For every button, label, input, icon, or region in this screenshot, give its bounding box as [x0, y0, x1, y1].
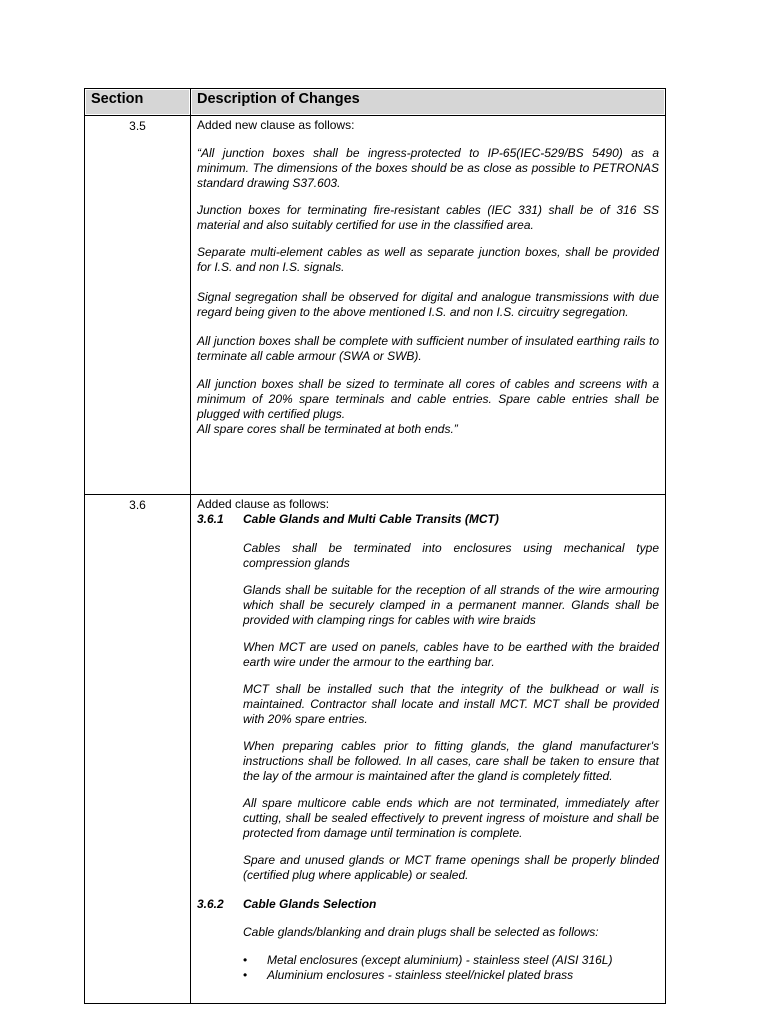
subsection-number: 3.6.1: [197, 512, 224, 526]
section-number: 3.6: [85, 495, 191, 1004]
header-section: Section: [85, 89, 191, 116]
subsection-title: Cable Glands and Multi Cable Transits (MCT): [243, 512, 499, 526]
bullet-list: [243, 953, 659, 983]
paragraph: Signal segregation shall be observed for digital and analogue transmissions with due regard being given to the above mentioned I.S. and non I.S. circuitry segregation.: [197, 290, 659, 319]
section-number: 3.5: [85, 116, 191, 495]
table-header-row: [85, 89, 666, 116]
paragraph: “All junction boxes shall be ingress-protected to IP-65(IEC-529/BS 5490) as a minimum. The dimensions of the boxes should be as close as possible to PETRONAS standard drawing S37.603.: [197, 146, 659, 190]
paragraph: Spare and unused glands or MCT frame openings shall be properly blinded (certified plug where applicable) or sealed.: [243, 853, 659, 882]
clause-intro: Added clause as follows:: [197, 497, 330, 511]
subsection-title: Cable Glands Selection: [243, 897, 377, 911]
paragraph: All spare multicore cable ends which are not terminated, immediately after cutting, shall be sealed effectively to prevent ingress of moisture and shall be protected from damage until termination is complete.: [243, 796, 659, 840]
paragraph: Separate multi-element cables as well as separate junction boxes, shall be provided for I.S. and non I.S. signals.: [197, 245, 659, 274]
table-row: [85, 116, 666, 495]
paragraph: All junction boxes shall be sized to terminate all cores of cables and screens with a minimum of 20% spare terminals and cable entries. Spare cable entries shall be plugged with certified plugs.: [197, 377, 659, 421]
paragraph: All junction boxes shall be complete with sufficient number of insulated earthing rails to terminate all cable armour (SWA or SWB).: [197, 334, 659, 363]
subsection-heading: [197, 897, 659, 912]
bullet-item: • Aluminium enclosures - stainless steel/nickel plated brass: [243, 968, 659, 983]
paragraph: Junction boxes for terminating fire-resistant cables (IEC 331) shall be of 316 SS material and also suitably certified for use in the classified area.: [197, 203, 659, 232]
paragraph: Glands shall be suitable for the reception of all strands of the wire armouring which shall be securely clamped in a permanent manner. Glands shall be provided with clamping rings for cables with wire braids: [243, 583, 659, 627]
description-cell: [191, 495, 666, 1004]
changes-table: [84, 88, 666, 1004]
paragraph: MCT shall be installed such that the integrity of the bulkhead or wall is maintained. Contractor shall locate and install MCT. MCT shall be provided with 20% spare entries.: [243, 682, 659, 726]
description-cell: [191, 116, 666, 495]
paragraph: When MCT are used on panels, cables have to be earthed with the braided earth wire under the armour to the earthing bar.: [243, 640, 659, 669]
paragraph: When preparing cables prior to fitting glands, the gland manufacturer's instructions shall be followed. In all cases, care shall be taken to ensure that the lay of the armour is maintained after the gland is completely fitted.: [243, 739, 659, 783]
subsection-number: 3.6.2: [197, 897, 224, 911]
table-row: [85, 495, 666, 1004]
bullet-item: • Metal enclosures (except aluminium) - stainless steel (AISI 316L): [243, 953, 659, 968]
paragraph: Cable glands/blanking and drain plugs shall be selected as follows:: [243, 925, 599, 939]
header-description: Description of Changes: [191, 89, 666, 116]
paragraph: Cables shall be terminated into enclosures using mechanical type compression glands: [243, 541, 659, 570]
clause-intro: Added new clause as follows:: [197, 118, 355, 132]
subsection-heading: [197, 512, 659, 527]
paragraph: All spare cores shall be terminated at both ends.”: [197, 422, 458, 436]
